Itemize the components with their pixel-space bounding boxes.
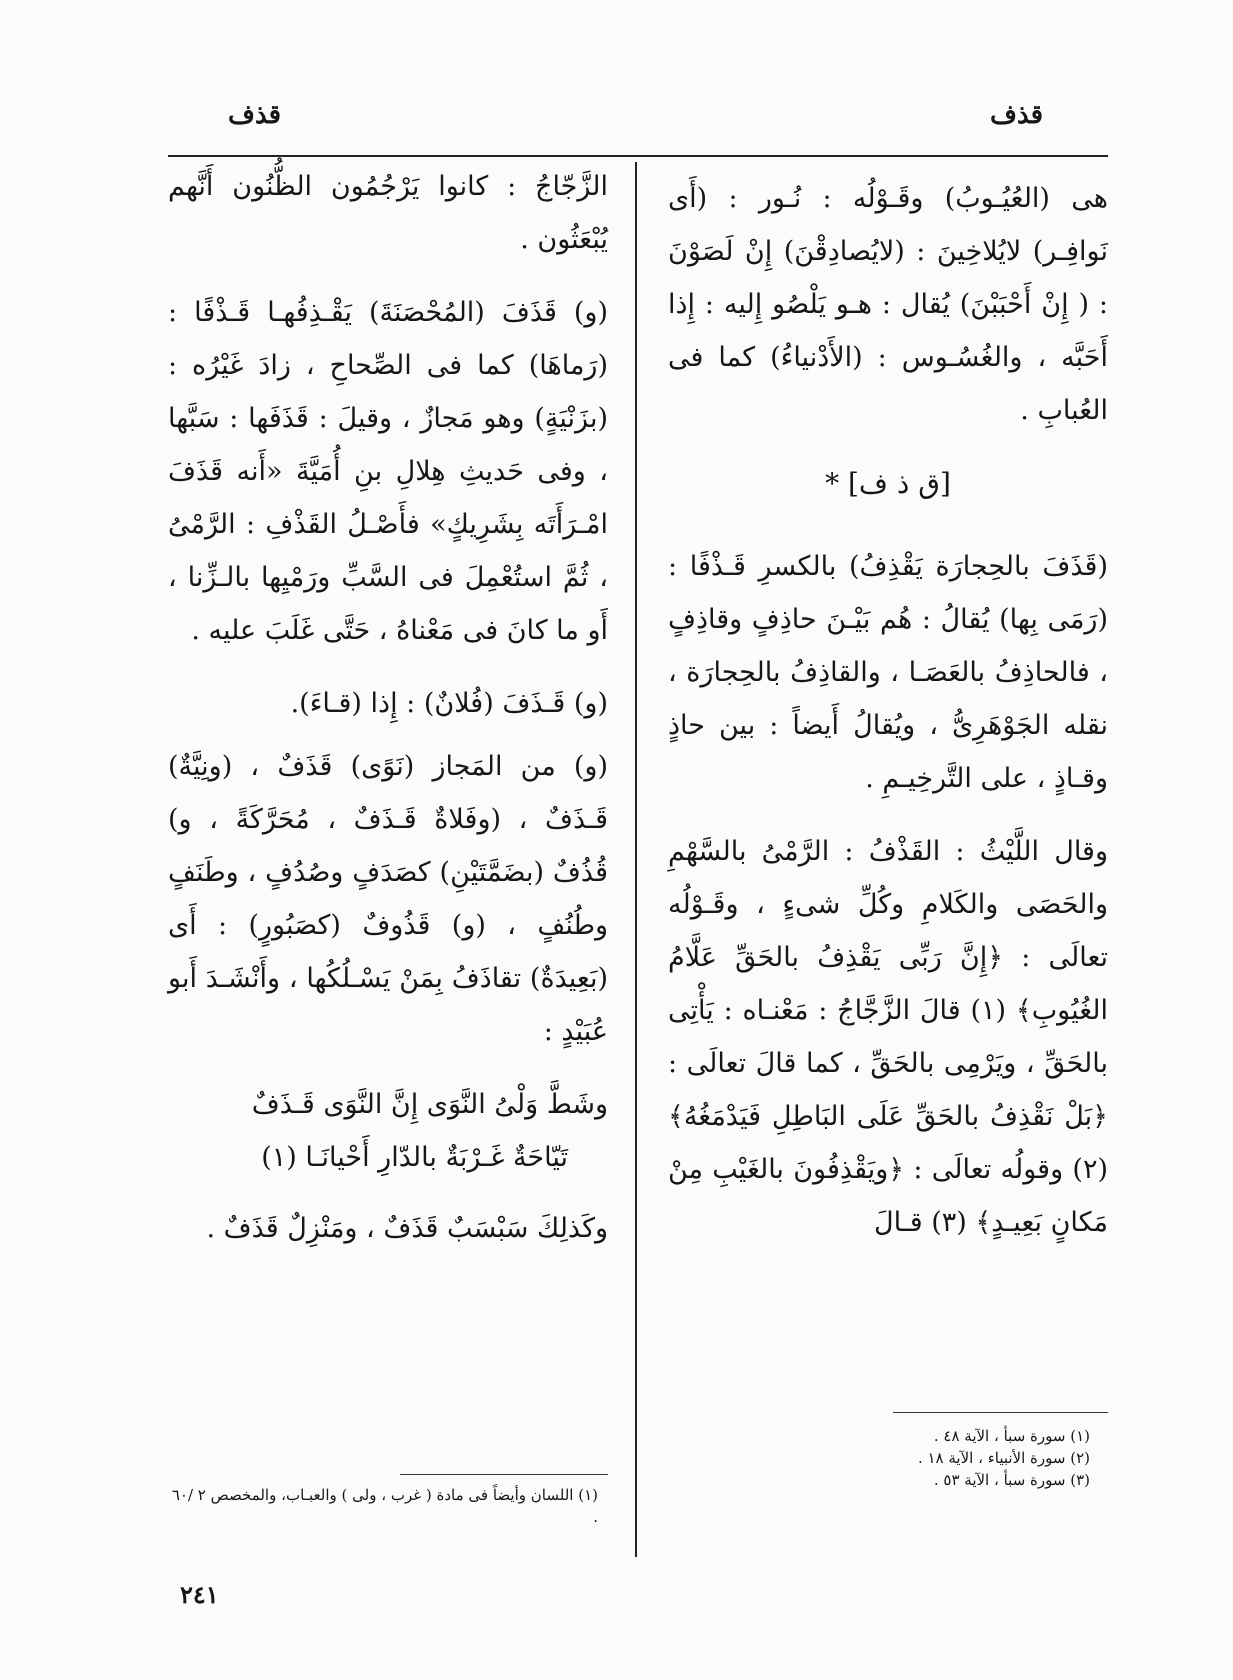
verse-line: وشَطَّ وَلْىُ النَّوَى إِنَّ النَّوَى قَـذَفٌ [251, 1089, 608, 1120]
footnote: (٣) سورة سبأ ، الآية ٥٣ . [933, 1471, 1090, 1489]
header-title-left: قذف [228, 100, 282, 130]
paragraph: وكَذلِكَ سَبْسَبٌ قَذَفٌ ، ومَنْزِلٌ قَذَفٌ . [206, 1213, 608, 1244]
footnote: (١) اللسان وأيضاً فى مادة ( غرب ، ولى ) والعبـاب، والمخصص ٢ /٦٠ . [171, 1486, 598, 1526]
verse-line: تَيّاحَةٌ غَـرْبَةٌ بالدّارِ أَحْيانَـا (١) [261, 1142, 568, 1173]
footnotes-right [860, 1425, 1090, 1491]
paragraph: (قَذَفَ بالحِجارَة يَقْذِفُ) بالكسرِ قَـذْفًا : (رَمَى بِها) يُقالُ : هُم بَيْـنَ حاذِفٍ وقاذِفٍ ، فالحاذِفُ بالعَصَـا ، والقاذِفُ بالحِجارَة ، نقله الجَوْهَرِىُّ ، ويُقالُ أَيضاً : بين حاذٍ وقـاذٍ ، على التَّرخِيـمِ . [668, 551, 1108, 794]
entry-heading: [ق ذ ف] * [825, 467, 951, 500]
page-number: ٢٤١ [180, 1580, 219, 1609]
paragraph: الزَّجّاجُ : كانوا يَرْجُمُون الظُّنُون أَنَّهم يُبْعَثُون . [168, 171, 608, 255]
paragraph: وقال اللَّيْثُ : القَذْفُ : الرَّمْىُ بالسَّهْمِ والحَصَى والكَلامِ وكُلِّ شىءٍ ، وقَـوْلُه تعالَى : ﴿إِنَّ رَبِّى يَقْذِفُ بالحَقِّ عَلَّامُ الغُيُوبِ﴾ (١) قالَ الزَّجَّاجُ : مَعْنـاه : يَأْتِى بالحَقِّ ، ويَرْمِى بالحَقِّ ، كما قالَ تعالَى : ﴿بَلْ نَقْذِفُ بالحَقِّ عَلَى البَاطِلِ فَيَدْمَغُهُ﴾ (٢) وقولُه تعالَى : ﴿ويَقْذِفُونَ بالغَيْبِ مِنْ مَكانٍ بَعِيـدٍ﴾ (٣) قـالَ [668, 836, 1108, 1238]
footnote-rule [893, 1412, 1108, 1413]
paragraph: (و) قَذَفَ (المُحْصَنَةَ) يَقْـذِفُهـا قَـذْفًا : (رَماهَا) كما فى الصِّحاحِ ، زادَ غَيْرُه :(بزَنْيَةٍ) وهو مَجازٌ ، وقيلَ : قَذَفَها : سَبَّها ، وفى حَديثِ هِلالِ بنِ أُمَيَّةَ «أَنه قَذَفَ امْـرَأَتَه بِشَرِيكٍ» فأَصْـلُ القَذْفِ : الرَّمْىُ ، ثُمَّ استُعْمِلَ فى السَّبِّ ورَمْيِها بالـزِّنا ، أَو ما كانَ فى مَعْناهُ ، حَتَّى غَلَبَ عليه . [168, 297, 608, 646]
left-column [168, 160, 608, 1275]
header-rule [168, 155, 1108, 157]
header-title-right: قذف [990, 100, 1044, 130]
footnotes-left [168, 1484, 598, 1528]
paragraph: (و) قَـذَفَ (فُلانٌ) : إِذا (قـاءَ). [290, 688, 608, 719]
paragraph: هى (العُيُـوبُ) وقَـوْلُه : نُـور : (أَى نَوافِـر) لايُلاخِينَ : (لايُصادِقْنَ) إِنْ لَصَوْنَ : ( إِنْ أَحْبَبْنَ) يُقال : هـو يَلْصُو إِليه : إِذا أَحَبَّه ، والغُسُـوس : (الأَدْنياءُ) كما فى العُبابِ . [668, 183, 1108, 426]
column-divider [635, 162, 637, 1557]
paragraph: (و) من المَجاز (نَوًى) قَذَفٌ ، (ونِيَّةٌ) قَـذَفٌ ، (وفَلاةٌ قَـذَفٌ ، مُحَرَّكَةً ، و) قُذُفٌ (بضَمَّتَيْنِ) كصَدَفٍ وصُدُفٍ ، وطَنَفٍ وطُنُفٍ ، (و) قَذُوفٌ (كصَبُورٍ) : أَى (بَعِيدَةٌ) تقاذَفُ بِمَنْ يَسْـلُكُها ، وأَنْشَـدَ أَبو عُبَيْدٍ : [168, 751, 608, 1047]
footnote-rule [400, 1474, 608, 1475]
footnote: (١) سورة سبأ ، الآية ٤٨ . [933, 1427, 1090, 1445]
footnote: (٢) سورة الأنبياء ، الآية ١٨ . [917, 1449, 1090, 1467]
right-column [668, 172, 1108, 1269]
